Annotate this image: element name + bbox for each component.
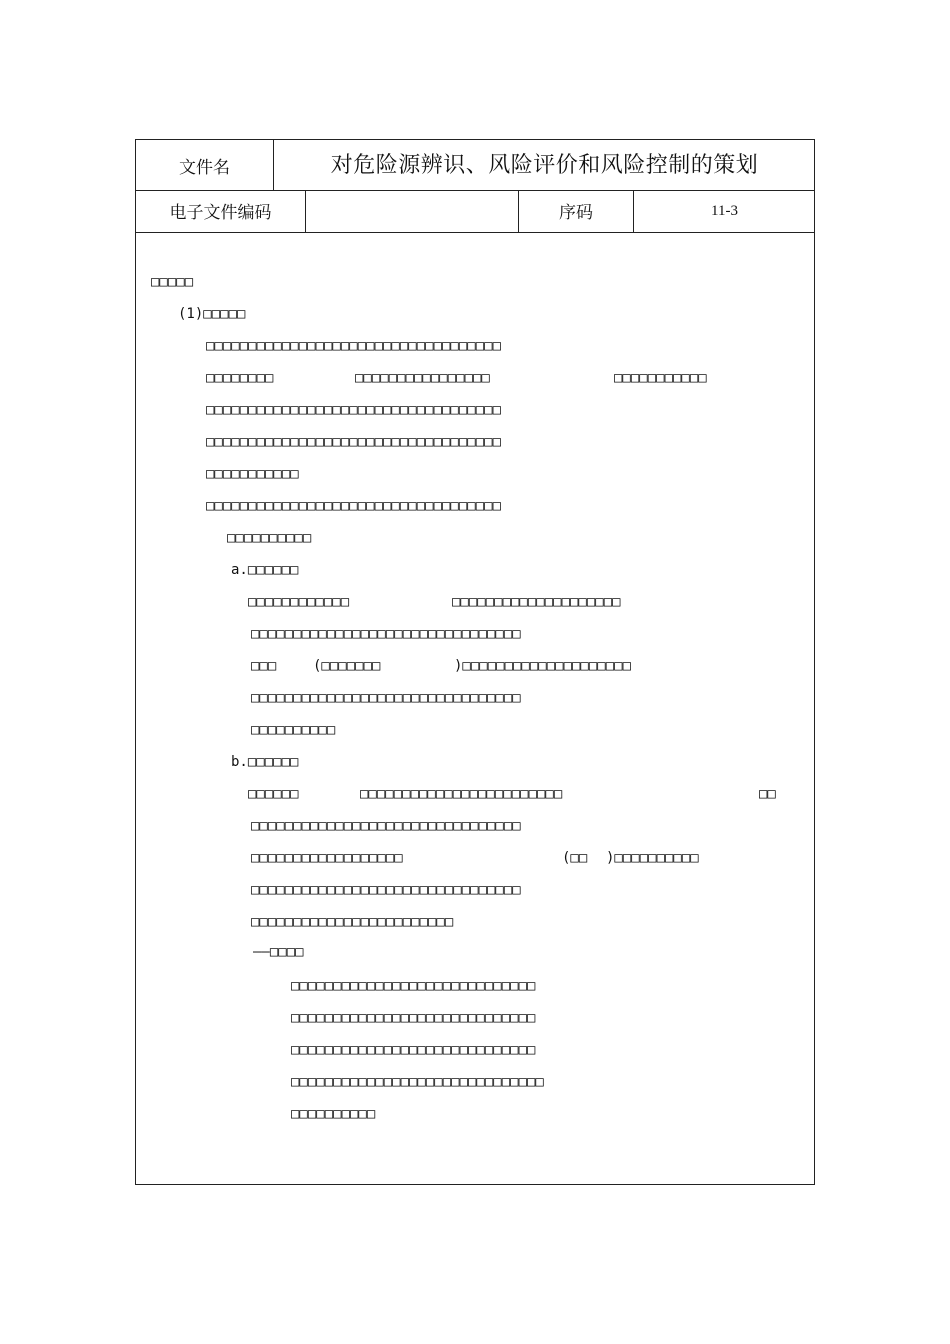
body-line: (1)□□□□□	[178, 306, 246, 322]
body-line: □□□□□□	[248, 786, 299, 802]
body-line: □□□□□□□□□□	[291, 1106, 376, 1122]
code-value	[306, 190, 518, 232]
body-line: □□□□□□□□□□□□□□□□□□□□□□□□□□□□□□□□	[251, 626, 521, 642]
body-line: □□□□□	[151, 274, 194, 290]
body-line: )□□□□□□□□□□	[606, 850, 699, 866]
dash-item-heading: ——□□□□	[253, 944, 304, 960]
body-line: □□□□□□□□□□□□□□□□□□□□□□□□□□□□□	[291, 1042, 536, 1058]
body-line: □□	[759, 786, 776, 802]
body-line: □□□□□□□□□□□□□□□□□□□□□□□□□□□□□□	[291, 1074, 544, 1090]
body-line: (□□	[562, 850, 588, 866]
document-title: 对危险源辨识、风险评价和风险控制的策划	[330, 152, 759, 178]
body-line: □□□□□□□□□□□	[614, 370, 707, 386]
body-line: □□□□□□□□	[206, 370, 274, 386]
body-line: □□□□□□□□□□□□□□□□□□□□□□□□	[360, 786, 563, 802]
body-line: □□□□□□□□□□□□□□□□□□□□□□□□	[251, 914, 454, 930]
body-line: □□□□□□□□□□□□□□□□□□□□□□□□□□□□□□□□□□□	[206, 498, 502, 514]
body-line: □□□□□□□□□□□□□□□□□□	[251, 850, 403, 866]
body-line: □□□□□□□□□□□□□□□□□□□□□□□□□□□□□□□□□□□	[206, 434, 502, 450]
subsection-heading-b: b.□□□□□□	[231, 754, 299, 770]
body-line: □□□□□□□□□□□	[206, 466, 299, 482]
file-name-label: 文件名	[179, 157, 230, 178]
body-line: (□□□□□□□	[313, 658, 381, 674]
body-line: □□□□□□□□□□□□□□□□□□□□□□□□□□□□□	[291, 1010, 536, 1026]
body-line: □□□□□□□□□□□□□□□□□□□□□□□□□□□□□	[291, 978, 536, 994]
seq-label: 序码	[559, 202, 593, 223]
body-line: □□□□□□□□□□□□□□□□□□□□□□□□□□□□□□□□□□□	[206, 338, 502, 354]
body-line: □□□□□□□□□□□□	[248, 594, 350, 610]
body-line: □□□	[251, 658, 277, 674]
subsection-heading-a: a.□□□□□□	[231, 562, 299, 578]
header-divider-2	[136, 232, 814, 233]
body-line: □□□□□□□□□□□□□□□□□□□□□□□□□□□□□□□□	[251, 690, 521, 706]
body-line: □□□□□□□□□□□□□□□□□□□□□□□□□□□□□□□□□□□	[206, 402, 502, 418]
body-line: □□□□□□□□□□	[227, 530, 312, 546]
code-label: 电子文件编码	[169, 202, 272, 223]
body-line: □□□□□□□□□□□□□□□□□□□□	[452, 594, 621, 610]
body-line: □□□□□□□□□□	[251, 722, 336, 738]
body-line: )□□□□□□□□□□□□□□□□□□□□	[454, 658, 632, 674]
body-line: □□□□□□□□□□□□□□□□□□□□□□□□□□□□□□□□	[251, 818, 521, 834]
seq-value: 11-3	[711, 202, 738, 219]
body-line: □□□□□□□□□□□□□□□□□□□□□□□□□□□□□□□□	[251, 882, 521, 898]
body-line: □□□□□□□□□□□□□□□□	[355, 370, 490, 386]
